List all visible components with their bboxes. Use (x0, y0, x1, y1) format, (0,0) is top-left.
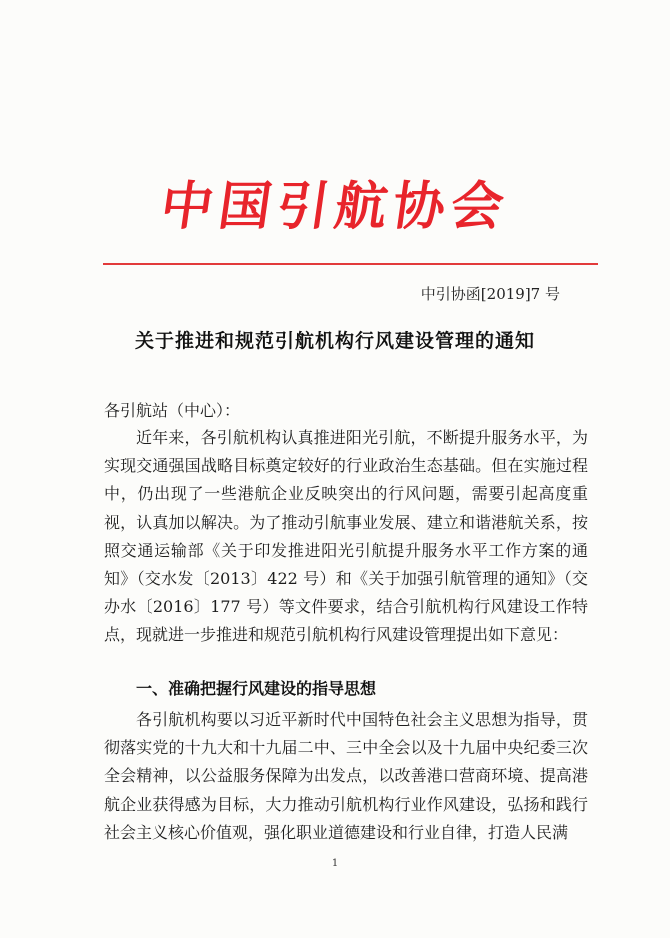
letterhead-red-rule (103, 263, 598, 265)
document-title: 关于推进和规范引航机构行风建设管理的通知 (134, 330, 535, 352)
document-number: 中引协函[2019]7 号 (420, 285, 560, 303)
paragraph-intro: 近年来，各引航机构认真推进阳光引航，不断提升服务水平，为实现交通强国战略目标奠定较好的行业政治生态基础。但在实施过程中，仍出现了一些港航企业反映突出的行风问题，需要引起高度重视，认真加以解决。为了推动引航事业发展、建立和谐港航关系，按照交通运输部《关于印发推进阳光引航提升服务水平工作方案的通知》（交水发〔2013〕422 号）和《关于加强引航管理的通知》（交办水〔2016〕177 号）等文件要求，结合引航机构行风建设工作特点，现就进一步推进和规范引航机构行风建设管理提出如下意见： (104, 428, 588, 645)
paragraph-section-1: 各引航机构要以习近平新时代中国特色社会主义思想为指导，贯彻落实党的十九大和十九届二中、三中全会以及十九届中央纪委三次全会精神，以公益服务保障为出发点，以改善港口营商环境、提高港航企业获得感为目标，大力推动引航机构行业作风建设，弘扬和践行社会主义核心价值观，强化职业道德建设和行业自律，打造人民满 (104, 710, 588, 842)
body-section-intro (104, 424, 588, 650)
letterhead (0, 172, 670, 242)
addressee: 各引航站（中心）： (104, 401, 241, 420)
page-number: 1 (331, 858, 339, 869)
body-section-1 (104, 706, 588, 847)
section-heading-1: 一、准确把握行风建设的指导思想 (136, 679, 377, 698)
letterhead-org-name: 中国引航协会 (156, 177, 514, 237)
